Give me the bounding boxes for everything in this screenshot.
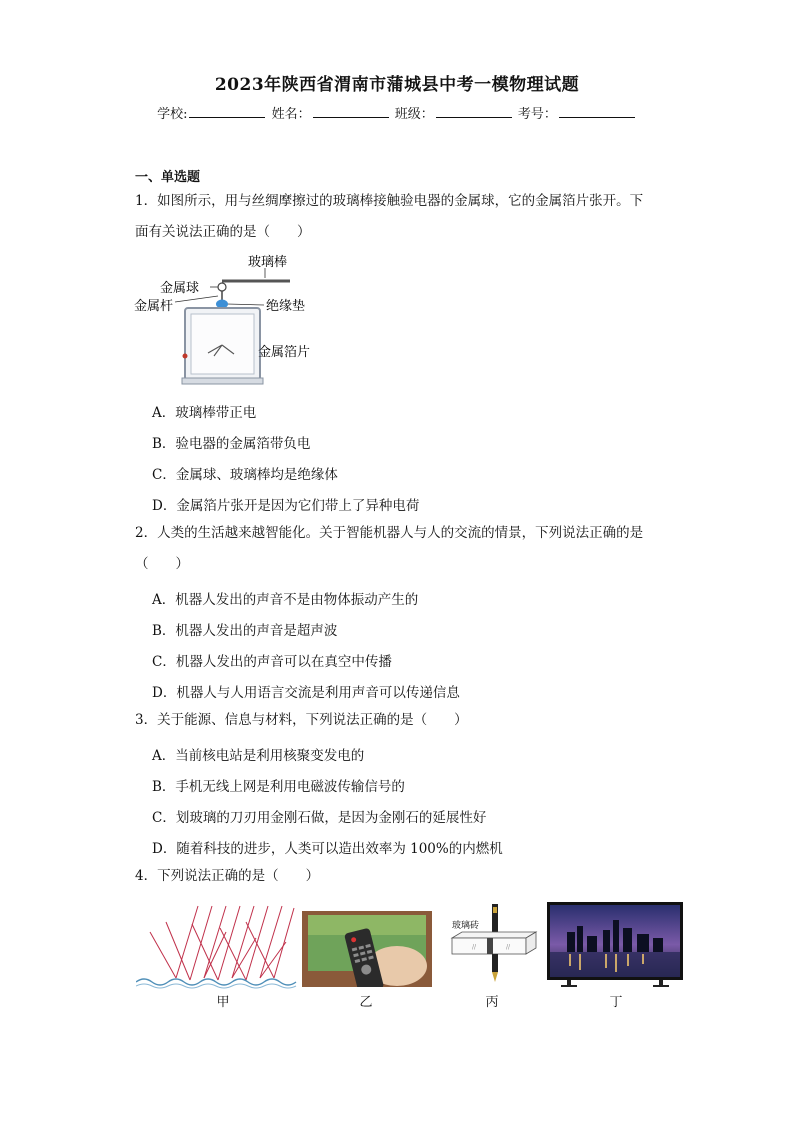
question-2-line-2: （ ） <box>135 556 189 572</box>
section-heading: 一、单选题 <box>135 170 201 185</box>
student-info <box>0 103 794 122</box>
question-1-line-1: 1．如图所示，用与丝绸摩擦过的玻璃棒接触验电器的金属球，它的金属箔片张开。下 <box>135 193 644 209</box>
q3-option-a[interactable]: A．当前核电站是利用核聚变发电的 <box>152 748 365 764</box>
caption-yi: 乙 <box>359 995 373 1010</box>
name-blank[interactable] <box>313 105 389 118</box>
question-1-text <box>135 186 665 248</box>
q3-option-c[interactable]: C．划玻璃的刀刃用金刚石做，是因为金刚石的延展性好 <box>152 810 487 826</box>
q3-option-d[interactable]: D．随着科技的进步，人类可以造出效率为 100%的内燃机 <box>152 841 503 857</box>
q1-option-c[interactable]: C．金属球、玻璃棒均是绝缘体 <box>152 467 338 483</box>
glass-brick-figure <box>446 904 538 988</box>
question-4-text <box>135 861 665 892</box>
diffuse-reflection-figure <box>136 902 298 990</box>
caption-ding: 丁 <box>609 995 623 1010</box>
pole-label: 金属杆 <box>134 299 174 314</box>
remote-control-photo <box>302 911 432 987</box>
foil-label: 金属箔片 <box>258 345 311 360</box>
question-3-line-1: 3．关于能源、信息与材料，下列说法正确的是（ ） <box>135 712 468 728</box>
number-blank[interactable] <box>559 105 635 118</box>
q2-option-c[interactable]: C．机器人发出的声音可以在真空中传播 <box>152 654 392 670</box>
school-label: 学校: <box>157 107 188 122</box>
number-label: 考号： <box>517 107 557 122</box>
ball-label: 金属球 <box>160 281 200 296</box>
q1-option-d[interactable]: D．金属箔片张开是因为它们带上了异种电荷 <box>152 498 420 514</box>
pad-label: 绝缘垫 <box>266 299 306 314</box>
caption-bing: 丙 <box>485 995 499 1010</box>
electroscope-figure <box>130 250 330 390</box>
question-1-line-2: 面有关说法正确的是（ ） <box>135 224 311 240</box>
class-label: 班级： <box>394 107 434 122</box>
q1-option-a[interactable]: A．玻璃棒带正电 <box>152 405 257 421</box>
question-2-text <box>135 518 665 580</box>
television-photo <box>547 902 683 988</box>
rod-label: 玻璃棒 <box>248 255 288 270</box>
svg-text://: // <box>506 944 511 951</box>
q3-option-b[interactable]: B．手机无线上网是利用电磁波传输信号的 <box>152 779 405 795</box>
glass-brick-label: 玻璃砖 <box>452 921 480 931</box>
question-2-line-1: 2．人类的生活越来越智能化。关于智能机器人与人的交流的情景，下列说法正确的是 <box>135 525 644 541</box>
caption-jia: 甲 <box>216 995 230 1010</box>
page-title: 2023年陕西省渭南市蒲城县中考一模物理试题 <box>214 75 580 95</box>
q2-option-b[interactable]: B．机器人发出的声音是超声波 <box>152 623 338 639</box>
q2-option-a[interactable]: A．机器人发出的声音不是由物体振动产生的 <box>152 592 419 608</box>
svg-text://: // <box>472 944 477 951</box>
q2-option-d[interactable]: D．机器人与人用语言交流是利用声音可以传递信息 <box>152 685 460 701</box>
question-3-text <box>135 705 665 736</box>
q1-option-b[interactable]: B．验电器的金属箔带负电 <box>152 436 311 452</box>
school-blank[interactable] <box>189 105 265 118</box>
metal-ball <box>218 283 226 291</box>
class-blank[interactable] <box>436 105 512 118</box>
question-4-line-1: 4．下列说法正确的是（ ） <box>135 868 320 884</box>
name-label: 姓名： <box>271 107 311 122</box>
